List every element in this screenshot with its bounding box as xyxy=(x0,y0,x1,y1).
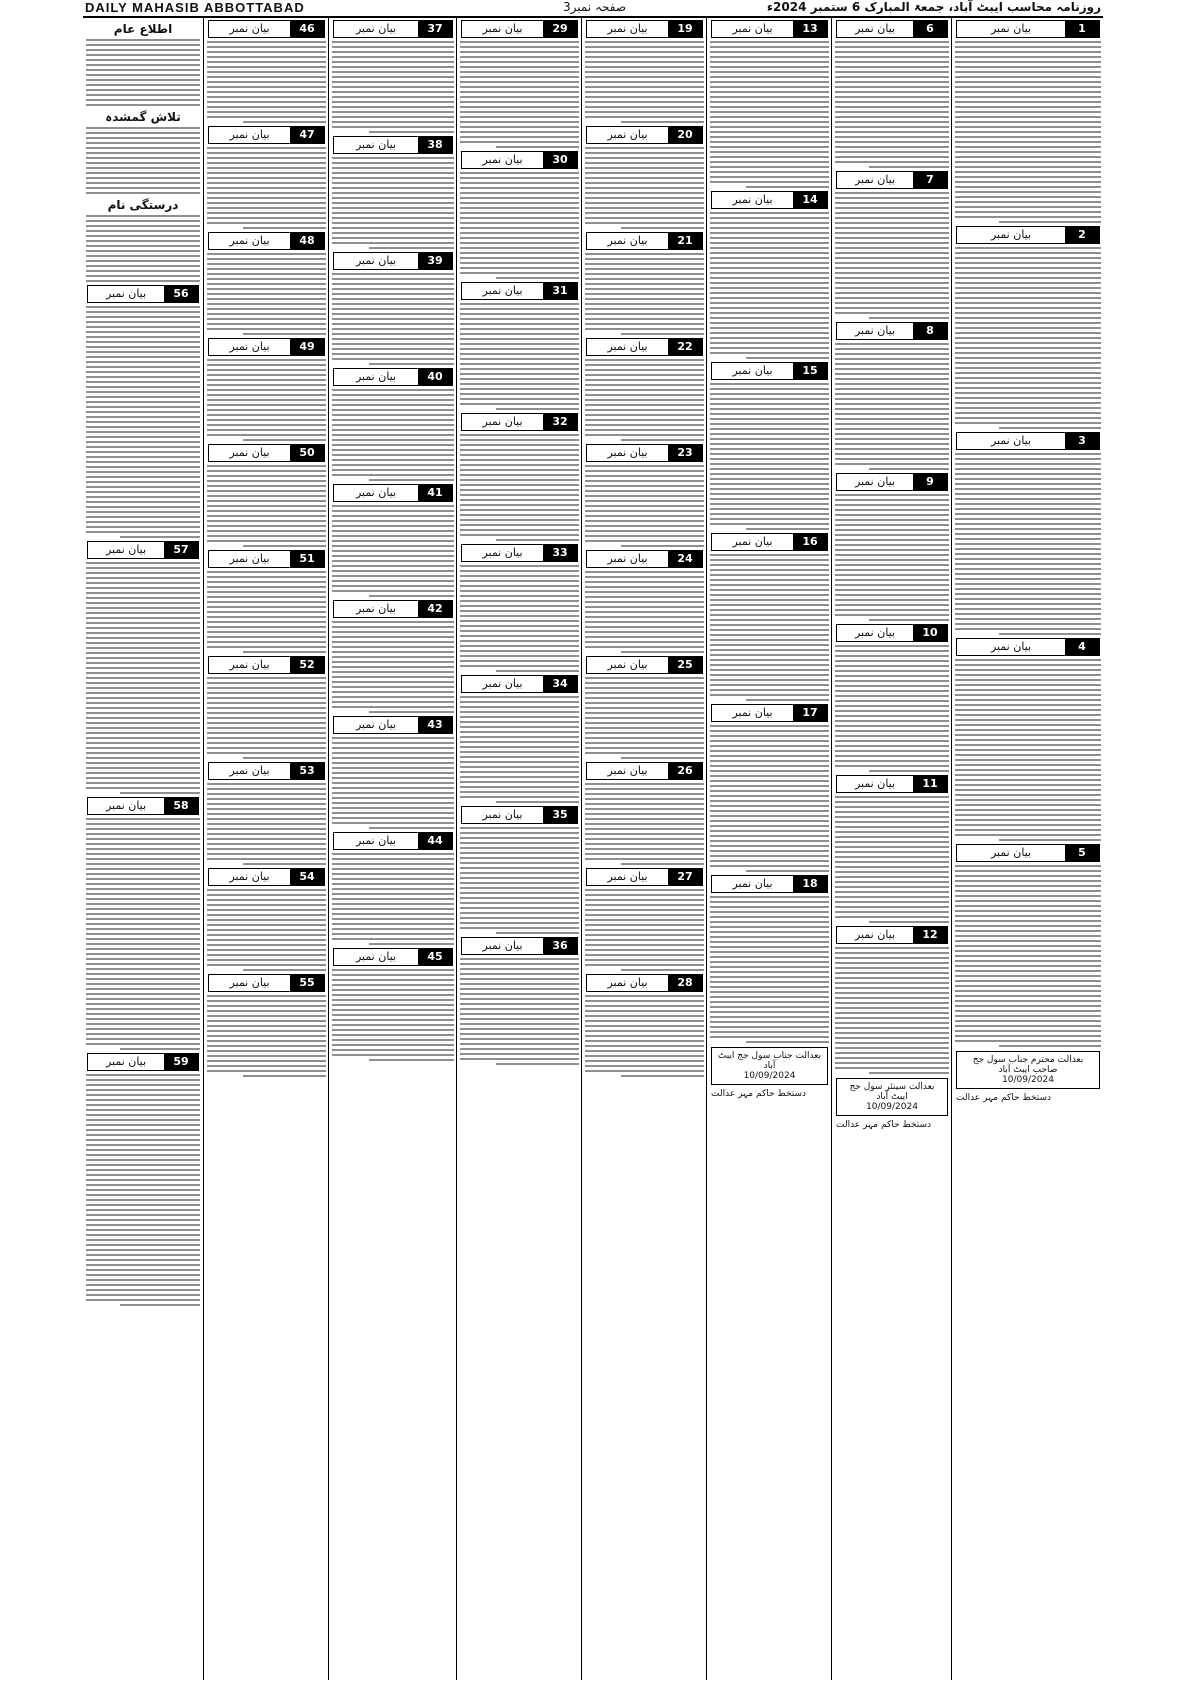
notice-number: 26 xyxy=(668,763,702,779)
notice-text xyxy=(585,677,704,759)
notice-number: 35 xyxy=(543,807,577,823)
section-heading: تلاش گمشدہ xyxy=(105,110,181,124)
section-heading: اطلاع عام xyxy=(113,22,173,36)
notice-label xyxy=(586,550,703,568)
column-2 xyxy=(831,18,952,1680)
notice-label xyxy=(208,126,325,144)
notice-number: 47 xyxy=(290,127,324,143)
notice-word: بیان نمبر xyxy=(105,543,147,556)
notice-word: بیان نمبر xyxy=(482,808,523,821)
notice-word: بیان نمبر xyxy=(607,446,648,459)
notice-word: بیان نمبر xyxy=(732,193,773,206)
notice-text xyxy=(710,383,829,530)
notice-number: 30 xyxy=(543,152,577,168)
notice-text xyxy=(332,737,454,829)
notice-number: 48 xyxy=(290,233,324,249)
notice-label xyxy=(87,285,199,303)
notice-number: 22 xyxy=(668,339,702,355)
notice-text xyxy=(955,659,1101,841)
column-4 xyxy=(581,18,707,1680)
notice-text xyxy=(86,562,200,794)
notice-text xyxy=(332,505,454,597)
notice-number: 14 xyxy=(793,192,827,208)
notice-word: بیان نمبر xyxy=(229,340,270,353)
column-3 xyxy=(706,18,832,1680)
notice-text xyxy=(955,865,1101,1047)
notice-number: 13 xyxy=(793,21,827,37)
notice-text xyxy=(207,783,326,865)
notice-word: بیان نمبر xyxy=(854,22,896,35)
notice-number: 40 xyxy=(418,369,452,385)
notice-label xyxy=(586,232,703,250)
court-signature: دستخط حاکم مہر عدالت xyxy=(836,1120,932,1130)
notice-label xyxy=(836,473,948,491)
notice-word: بیان نمبر xyxy=(355,486,397,499)
notice-label xyxy=(333,832,453,850)
notice-number: 57 xyxy=(164,542,198,558)
notice-label xyxy=(711,875,828,893)
notice-label xyxy=(208,20,325,38)
notice-word: بیان نمبر xyxy=(854,475,896,488)
masthead xyxy=(83,0,1103,18)
notice-number: 39 xyxy=(418,253,452,269)
notice-number: 37 xyxy=(418,21,452,37)
notice-word: بیان نمبر xyxy=(482,284,523,297)
notice-word: بیان نمبر xyxy=(229,22,270,35)
notice-number: 54 xyxy=(290,869,324,885)
notice-text xyxy=(585,359,704,441)
page-label: صفحہ نمبر3 xyxy=(563,0,627,14)
notice-number: 49 xyxy=(290,339,324,355)
notice-label xyxy=(333,252,453,270)
column-5 xyxy=(456,18,582,1680)
notice-label xyxy=(956,844,1100,862)
notice-text xyxy=(835,494,949,621)
notice-number: 11 xyxy=(913,776,947,792)
notice-label xyxy=(208,338,325,356)
notice-word: بیان نمبر xyxy=(229,658,270,671)
notice-text xyxy=(86,39,200,106)
notice-number: 33 xyxy=(543,545,577,561)
notice-word: بیان نمبر xyxy=(854,777,896,790)
notice-word: بیان نمبر xyxy=(229,446,270,459)
notice-number: 7 xyxy=(913,172,947,188)
court-signature: دستخط حاکم مہر عدالت xyxy=(711,1089,807,1099)
notice-label xyxy=(836,322,948,340)
court-notice-title: بعدالت جناب سول جج ایبٹ آباد xyxy=(717,1051,822,1071)
notice-text xyxy=(332,621,454,713)
notice-number: 42 xyxy=(418,601,452,617)
notice-label xyxy=(461,675,578,693)
court-notice xyxy=(711,1047,828,1085)
notice-word: بیان نمبر xyxy=(854,173,896,186)
notice-word: بیان نمبر xyxy=(990,228,1032,241)
notice-number: 59 xyxy=(164,1054,198,1070)
notice-label xyxy=(333,368,453,386)
notice-text xyxy=(332,853,454,945)
notice-label xyxy=(461,282,578,300)
notice-word: بیان نمبر xyxy=(607,764,648,777)
notice-word: بیان نمبر xyxy=(854,324,896,337)
notice-text xyxy=(835,343,949,470)
notice-text xyxy=(86,127,200,194)
notice-word: بیان نمبر xyxy=(229,552,270,565)
notice-word: بیان نمبر xyxy=(482,939,523,952)
notice-word: بیان نمبر xyxy=(355,138,397,151)
court-signature: دستخط حاکم مہر عدالت xyxy=(956,1093,1052,1103)
notice-word: بیان نمبر xyxy=(607,658,648,671)
notice-text xyxy=(207,465,326,547)
notice-word: بیان نمبر xyxy=(482,677,523,690)
notice-text xyxy=(207,359,326,441)
notice-word: بیان نمبر xyxy=(355,950,397,963)
notice-text xyxy=(710,212,829,359)
notice-text xyxy=(86,1074,200,1306)
notice-number: 4 xyxy=(1065,639,1099,655)
notice-text xyxy=(460,565,579,672)
notice-label xyxy=(333,948,453,966)
notice-word: بیان نمبر xyxy=(990,846,1032,859)
section-heading: درستگی نام xyxy=(107,198,179,212)
notice-label xyxy=(836,926,948,944)
notice-label xyxy=(836,171,948,189)
notice-label xyxy=(208,656,325,674)
notice-number: 12 xyxy=(913,927,947,943)
notice-number: 43 xyxy=(418,717,452,733)
court-notice-title: بعدالت محترم جناب سول جج صاحب ایبٹ آباد xyxy=(972,1055,1084,1075)
court-notice-title: بعدالت سینئر سول جج ایبٹ آباد xyxy=(849,1082,935,1102)
notice-text xyxy=(585,41,704,123)
notice-word: بیان نمبر xyxy=(482,153,523,166)
notice-word: بیان نمبر xyxy=(482,415,523,428)
notice-word: بیان نمبر xyxy=(105,287,147,300)
notice-number: 10 xyxy=(913,625,947,641)
notice-number: 15 xyxy=(793,363,827,379)
notice-text xyxy=(460,41,579,148)
notice-label xyxy=(333,484,453,502)
newspaper-name: DAILY MAHASIB ABBOTTABAD xyxy=(85,0,305,15)
notice-label xyxy=(87,541,199,559)
notice-number: 8 xyxy=(913,323,947,339)
notice-text xyxy=(86,306,200,538)
notice-word: بیان نمبر xyxy=(854,928,896,941)
notice-label xyxy=(956,638,1100,656)
notice-text xyxy=(710,725,829,872)
notice-number: 18 xyxy=(793,876,827,892)
notice-number: 58 xyxy=(164,798,198,814)
notice-text xyxy=(585,253,704,335)
notice-label xyxy=(208,868,325,886)
notice-text xyxy=(86,215,200,282)
notice-label xyxy=(208,762,325,780)
notice-label xyxy=(836,775,948,793)
court-notice-date: 10/09/2024 xyxy=(866,1102,918,1112)
notice-word: بیان نمبر xyxy=(229,976,270,989)
notice-text xyxy=(835,947,949,1074)
notice-number: 52 xyxy=(290,657,324,673)
notice-word: بیان نمبر xyxy=(732,22,773,35)
notice-number: 56 xyxy=(164,286,198,302)
notice-label xyxy=(333,20,453,38)
notice-number: 2 xyxy=(1065,227,1099,243)
notice-text xyxy=(86,818,200,1050)
notice-label xyxy=(836,624,948,642)
notice-number: 27 xyxy=(668,869,702,885)
notice-number: 32 xyxy=(543,414,577,430)
notice-label xyxy=(956,432,1100,450)
notice-word: بیان نمبر xyxy=(732,877,773,890)
notice-label xyxy=(711,362,828,380)
column-8 xyxy=(83,18,203,1680)
notice-label xyxy=(333,136,453,154)
notice-number: 34 xyxy=(543,676,577,692)
notice-label xyxy=(711,704,828,722)
notice-word: بیان نمبر xyxy=(732,706,773,719)
notice-label xyxy=(586,444,703,462)
notice-number: 24 xyxy=(668,551,702,567)
notice-number: 16 xyxy=(793,534,827,550)
notice-label xyxy=(711,191,828,209)
notice-word: بیان نمبر xyxy=(732,364,773,377)
notice-word: بیان نمبر xyxy=(355,718,397,731)
notice-number: 44 xyxy=(418,833,452,849)
notice-word: بیان نمبر xyxy=(607,552,648,565)
column-7 xyxy=(203,18,329,1680)
notice-label xyxy=(461,413,578,431)
notice-number: 29 xyxy=(543,21,577,37)
notice-text xyxy=(332,389,454,481)
notice-label xyxy=(711,533,828,551)
notice-text xyxy=(332,41,454,133)
notice-text xyxy=(835,192,949,319)
notice-label xyxy=(461,937,578,955)
notice-word: بیان نمبر xyxy=(607,22,648,35)
notice-number: 50 xyxy=(290,445,324,461)
notice-text xyxy=(207,677,326,759)
notice-number: 20 xyxy=(668,127,702,143)
notice-label xyxy=(208,974,325,992)
notice-label xyxy=(836,20,948,38)
notice-number: 55 xyxy=(290,975,324,991)
notice-label xyxy=(208,232,325,250)
notice-word: بیان نمبر xyxy=(607,870,648,883)
notice-label xyxy=(586,656,703,674)
notice-number: 25 xyxy=(668,657,702,673)
court-notice xyxy=(836,1078,948,1116)
notice-label xyxy=(586,974,703,992)
notice-text xyxy=(955,453,1101,635)
notice-word: بیان نمبر xyxy=(607,128,648,141)
notice-word: بیان نمبر xyxy=(355,834,397,847)
notice-text xyxy=(332,157,454,249)
notice-text xyxy=(585,465,704,547)
notice-text xyxy=(460,958,579,1065)
notice-label xyxy=(461,544,578,562)
notice-number: 9 xyxy=(913,474,947,490)
date-line: روزنامہ محاسب ایبٹ آباد، جمعۃ المبارک 6 ستمبر 2024ء xyxy=(766,0,1101,14)
court-notice xyxy=(956,1051,1100,1089)
notice-label xyxy=(87,797,199,815)
notice-text xyxy=(710,41,829,188)
notice-text xyxy=(460,434,579,541)
notice-word: بیان نمبر xyxy=(607,234,648,247)
notice-text xyxy=(460,827,579,934)
notice-number: 41 xyxy=(418,485,452,501)
notice-text xyxy=(460,696,579,803)
notice-number: 1 xyxy=(1065,21,1099,37)
notice-label xyxy=(333,716,453,734)
notice-label xyxy=(208,444,325,462)
notice-text xyxy=(710,896,829,1043)
column-6 xyxy=(328,18,457,1680)
notice-number: 31 xyxy=(543,283,577,299)
notice-word: بیان نمبر xyxy=(229,764,270,777)
notice-label xyxy=(586,126,703,144)
classified-page xyxy=(83,18,1103,1680)
notice-text xyxy=(207,253,326,335)
notice-label xyxy=(711,20,828,38)
notice-text xyxy=(207,571,326,653)
notice-text xyxy=(332,273,454,365)
notice-number: 3 xyxy=(1065,433,1099,449)
notice-text xyxy=(332,969,454,1061)
notice-text xyxy=(585,995,704,1077)
notice-word: بیان نمبر xyxy=(607,976,648,989)
notice-number: 38 xyxy=(418,137,452,153)
notice-text xyxy=(835,41,949,168)
notice-text xyxy=(955,41,1101,223)
notice-word: بیان نمبر xyxy=(990,434,1032,447)
court-notice-date: 10/09/2024 xyxy=(743,1071,796,1081)
notice-text xyxy=(207,889,326,971)
notice-text xyxy=(955,247,1101,429)
notice-number: 46 xyxy=(290,21,324,37)
notice-label xyxy=(461,151,578,169)
notice-word: بیان نمبر xyxy=(229,870,270,883)
notice-text xyxy=(835,645,949,772)
notice-text xyxy=(585,147,704,229)
notice-number: 5 xyxy=(1065,845,1099,861)
notice-label xyxy=(956,20,1100,38)
notice-word: بیان نمبر xyxy=(482,22,523,35)
notice-word: بیان نمبر xyxy=(854,626,896,639)
notice-word: بیان نمبر xyxy=(732,535,773,548)
notice-label xyxy=(586,868,703,886)
notice-text xyxy=(835,796,949,923)
notice-number: 23 xyxy=(668,445,702,461)
notice-number: 21 xyxy=(668,233,702,249)
notice-label xyxy=(586,338,703,356)
notice-label xyxy=(956,226,1100,244)
notice-label xyxy=(87,1053,199,1071)
notice-text xyxy=(207,995,326,1077)
notice-number: 28 xyxy=(668,975,702,991)
notice-word: بیان نمبر xyxy=(105,1055,147,1068)
notice-word: بیان نمبر xyxy=(990,640,1032,653)
notice-text xyxy=(585,889,704,971)
notice-number: 45 xyxy=(418,949,452,965)
notice-text xyxy=(710,554,829,701)
notice-number: 51 xyxy=(290,551,324,567)
notice-label xyxy=(461,806,578,824)
notice-label xyxy=(208,550,325,568)
notice-label xyxy=(586,762,703,780)
notice-text xyxy=(585,783,704,865)
notice-word: بیان نمبر xyxy=(355,254,397,267)
notice-text xyxy=(207,41,326,123)
notice-text xyxy=(585,571,704,653)
notice-word: بیان نمبر xyxy=(105,799,147,812)
notice-number: 17 xyxy=(793,705,827,721)
notice-number: 36 xyxy=(543,938,577,954)
notice-text xyxy=(460,172,579,279)
notice-label xyxy=(586,20,703,38)
notice-number: 6 xyxy=(913,21,947,37)
notice-word: بیان نمبر xyxy=(355,370,397,383)
column-1 xyxy=(951,18,1104,1680)
notice-label xyxy=(333,600,453,618)
notice-word: بیان نمبر xyxy=(607,340,648,353)
notice-word: بیان نمبر xyxy=(990,22,1032,35)
notice-number: 53 xyxy=(290,763,324,779)
notice-text xyxy=(460,303,579,410)
notice-label xyxy=(461,20,578,38)
notice-word: بیان نمبر xyxy=(355,22,397,35)
notice-word: بیان نمبر xyxy=(229,234,270,247)
notice-text xyxy=(207,147,326,229)
court-notice-date: 10/09/2024 xyxy=(1002,1075,1054,1085)
notice-word: بیان نمبر xyxy=(229,128,270,141)
notice-number: 19 xyxy=(668,21,702,37)
notice-word: بیان نمبر xyxy=(482,546,523,559)
notice-word: بیان نمبر xyxy=(355,602,397,615)
